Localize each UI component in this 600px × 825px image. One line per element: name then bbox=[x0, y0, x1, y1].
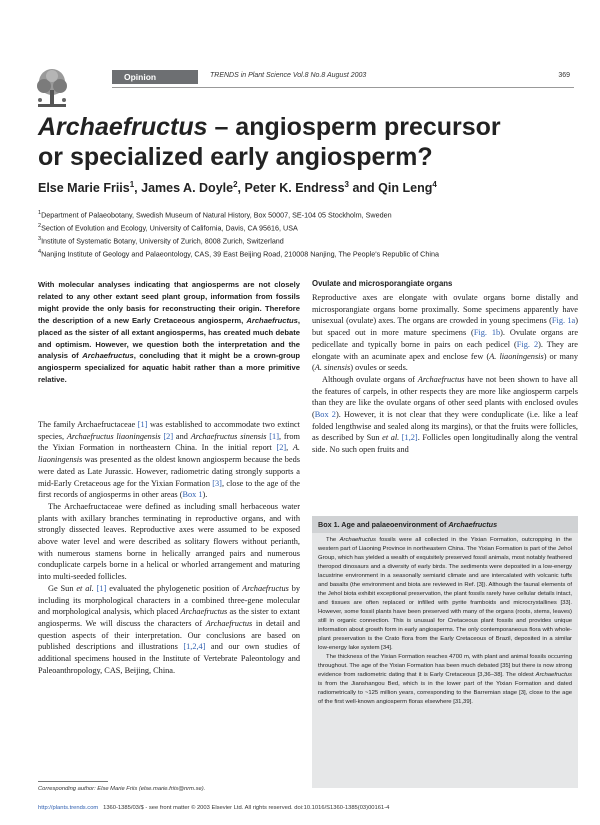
body-paragraph: The Archaefructaceae were defined as including small herbaceous water plants with axillary branches terminating in reproductive organs, and with strongly dissected leaves. Reproductive axes were assumed to be exposed above water level and were described as solitary flowers without perianth, with numerous stamens borne in helically arranged pairs and numerous conduplicate carpels borne in a helical or whorled arrangement and maturing into multi-seeded follicles. bbox=[38, 501, 300, 582]
citation-link[interactable]: [2] bbox=[276, 443, 287, 453]
text-run: . Follicles open longitudinally along the ventral side. No such open fruits and bbox=[312, 433, 578, 455]
citation-link[interactable]: [1] bbox=[269, 431, 279, 441]
author-affil-sup: 3 bbox=[344, 180, 349, 189]
species-name: Archaefructus bbox=[242, 583, 289, 593]
text-run: ). Ovulate organs are pedicellate and typically borne in pairs on each pedicel ( bbox=[312, 328, 579, 349]
italic-run: et al. bbox=[76, 583, 94, 593]
affiliation-item bbox=[38, 208, 578, 221]
citation-link[interactable]: [1,2] bbox=[401, 433, 418, 443]
author-name: Qin Leng bbox=[378, 181, 433, 196]
author-name: Peter K. Endress bbox=[244, 181, 345, 196]
header-divider bbox=[112, 87, 574, 88]
body-right-column bbox=[312, 292, 578, 456]
abstract-genus: Archaefructus bbox=[246, 315, 298, 325]
page-footer bbox=[38, 805, 578, 811]
article-title bbox=[38, 112, 578, 172]
author-affil-sup: 2 bbox=[233, 180, 238, 189]
abstract-text: , placed as the sister of all extant angiosperms, has created much debate and optimism. However, we question both the interpretation and the analysis of bbox=[38, 315, 300, 361]
species-name: A. sinensis bbox=[314, 363, 351, 373]
body-paragraph bbox=[312, 374, 578, 456]
box-link[interactable]: Box 1 bbox=[182, 490, 203, 500]
species-name: Archaefructus bbox=[417, 374, 465, 384]
text-run: was presented as the oldest known angiosperm because the beds were dated as Late Jurassic. However, radiometric dating strongly supports a mid-Early Cretaceous age for the Yixian Formation bbox=[38, 455, 300, 488]
affiliation-text: Section of Evolution and Ecology, University of California, Davis, CA 95616, USA bbox=[41, 223, 298, 233]
body-paragraph bbox=[38, 419, 300, 501]
affiliation-sup: 2 bbox=[38, 222, 42, 229]
text-run: ). They are elongate with an acuminate apex and enclose few ( bbox=[312, 339, 578, 361]
citation-link[interactable]: [2] bbox=[163, 431, 174, 441]
affiliation-sup: 3 bbox=[38, 235, 42, 242]
box-link[interactable]: Box 2 bbox=[314, 410, 336, 420]
species-name: Archaefructus bbox=[339, 537, 376, 543]
page-number: 369 bbox=[558, 72, 570, 79]
text-run: by including its morphological characters in a combined three-gene molecular and morphological analysis, which placed bbox=[38, 583, 301, 617]
text-run: ). However, it is not clear that they were conduplicate (i.e. like a leaf folded lengthwise and sealed along its margins), or that the fruits were follicles, as described by Sun bbox=[312, 410, 578, 443]
corresponding-author-note: Corresponding author: Else Marie Friis (else.marie.friis@nrm.se). bbox=[38, 786, 206, 792]
box-title-genus: Archaefructus bbox=[448, 520, 498, 529]
text-run: , from the Yixian Formation in northeastern China. In the initial report bbox=[38, 431, 300, 453]
box-paragraph bbox=[318, 536, 572, 653]
text-run: ). bbox=[202, 490, 208, 500]
italic-run: et al. bbox=[382, 433, 400, 443]
text-run: and our own studies of additional specimens housed in the Institute of Vertebrate Paleontology and Paleoanthropology, CAS, Beijing, China. bbox=[38, 642, 300, 675]
affiliation-item bbox=[38, 234, 578, 247]
citation-link[interactable]: [1] bbox=[96, 583, 107, 593]
text-run: as the sister to extant angiosperms. We will discuss the characters of bbox=[38, 607, 300, 628]
copyright-doi: 1360-1385/03/$ - see front matter © 2003 Elsevier Ltd. All rights reserved. doi:10.1016/S1360-1385(03)00161-4 bbox=[103, 805, 390, 811]
text-run: Although ovulate organs of bbox=[322, 374, 418, 384]
species-name: Archaefructus sinensis bbox=[190, 431, 267, 441]
text-run: The thickness of the Yixian Formation reaches 4700 m, with plant and animal fossils occurring throughout. The age of the Yixian Formation has been much debated [35] but there is now strong evidence from radiometric dating that it is Early Cretaceous [3,36–38]. The oldest bbox=[318, 654, 572, 678]
title-genus: Archaefructus bbox=[38, 113, 208, 141]
author-conj: and bbox=[352, 181, 379, 196]
citation-link[interactable]: [1] bbox=[137, 420, 148, 429]
figure-link[interactable]: Fig. 2 bbox=[516, 339, 539, 349]
elsevier-tree-logo-icon bbox=[30, 66, 74, 110]
author-name: James A. Doyle bbox=[141, 181, 234, 196]
text-run: The bbox=[326, 537, 340, 543]
text-run: Reproductive axes are elongate with ovulate organs borne distally and microsporangiate organs borne proximally. Some specimens apparently have unisexual (ovulate) axes. The organs are crowded in young specimens ( bbox=[312, 293, 578, 326]
box-paragraph bbox=[318, 653, 572, 707]
species-name: Archaefructus bbox=[535, 672, 572, 678]
affiliations bbox=[38, 208, 578, 260]
text-run: , bbox=[286, 443, 293, 453]
text-run: ) or many ( bbox=[312, 351, 578, 373]
box-body bbox=[312, 533, 578, 710]
text-run: Ge Sun bbox=[48, 583, 77, 593]
title-rest: – angiosperm precursor bbox=[207, 113, 501, 141]
text-run: fossils were all collected in the Yixian Formation, outcropping in the western part of Liaoning Province in northeastern China. The Yixian Formation is part of the Jehol Group, which has yielded a wealth of exquisitely preserved fossil animals, most notably feathered theropod dinosaurs and a diversity of early birds. The sediments were deposited in a low-energy lacustrine environment in a seasonally semiarid climate and are intercalated with volcanic tuffs and basalts (the environment and biota are reviewed in Ref. [3]). Although the faunal elements of the Jehol biota exhibit exceptional preservation, the plant fossils rarely have cellular details intact, and tissues are often replaced or infilled with pyrite framboids and microcrystallines [33]. However, some fossil plants have been preserved with many of the organs (roots, stems, leaves) still in organic connection. This is unusual for Cretaceous plant fossils and provides unique information about growth form in early angiosperms. The only contemporaneous flora with whole-plant preservation is the Crato flora from the Early Cretaceous of Brazil, deposited in a similar low-energy lake system [34]. bbox=[318, 537, 572, 651]
footnote-divider bbox=[38, 781, 108, 782]
figure-link[interactable]: Fig. 1b bbox=[473, 328, 501, 338]
text-run: have not been shown to have all the features of carpels, in other respects they are more like angiosperm carpels than they are like the ovulate organs of other seed plants with enclosed ovules ( bbox=[312, 374, 578, 420]
text-run: ) ovules or seeds. bbox=[350, 363, 408, 373]
affiliation-text: Institute of Systematic Botany, University of Zurich, 8008 Zurich, Switzerland bbox=[41, 236, 284, 246]
author-list: Else Marie Friis$^1$, James A. Doyle$^2$, Peter K. Endress$^3$ and Qin Leng$^4$ bbox=[38, 180, 437, 196]
text-run: in detail and question aspects of their interpretation. Our conclusions are based on published descriptions and illustrations bbox=[38, 618, 300, 652]
info-box-1 bbox=[312, 516, 578, 788]
abstract-text: With molecular analyses indicating that angiosperms are not closely related to any other extant seed plant group, information from fossils might provide the only basis for reconstructing their origin. Therefore the description of a new Early Cretaceous angiosperm, bbox=[38, 280, 300, 325]
text-run: , close to the age of the first records of angiosperms in other areas ( bbox=[38, 478, 300, 500]
affiliation-text: Nanjing Institute of Geology and Palaeontology, CAS, 39 East Beijing Road, 210008 Nanjing, The People's Republic of China bbox=[41, 249, 439, 259]
abstract-text: , concluding that it might be a crown-group angiosperm specialized for aquatic habit rather than a more primitive relative. bbox=[38, 351, 300, 385]
affiliation-sup: 1 bbox=[38, 210, 42, 216]
box-title-text: Box 1. Age and palaeoenvironment of bbox=[318, 520, 449, 529]
body-paragraph bbox=[312, 292, 578, 374]
affiliation-sup: 4 bbox=[38, 248, 42, 255]
text-run: is from the Jianshangou Bed, which is in the lower part of the Yixian Formation and dated radiometrically to ~125 million years, corresponding to the Barremian stage [3], close to the age of the first well-known angiosperm floras elsewhere [31,39]. bbox=[318, 681, 572, 705]
journal-url-link[interactable]: http://plants.trends.com bbox=[38, 805, 99, 811]
section-heading: Ovulate and microsporangiate organs bbox=[312, 279, 453, 288]
species-name: A. liaoningensis bbox=[489, 351, 544, 361]
abstract bbox=[38, 279, 300, 386]
author-affil-sup: 1 bbox=[129, 180, 135, 189]
title-line2: or specialized early angiosperm? bbox=[38, 143, 433, 171]
text-run: evaluated the phylogenetic position of bbox=[106, 583, 243, 593]
body-paragraph bbox=[38, 583, 300, 677]
text-run: was established to accommodate two extinct species, bbox=[38, 420, 300, 441]
text-run: The family Archaefructaceae bbox=[38, 420, 138, 429]
text-run: and bbox=[173, 431, 191, 441]
author-affil-sup: 4 bbox=[432, 180, 437, 189]
body-left-column bbox=[38, 419, 300, 676]
citation-link[interactable]: [1,2,4] bbox=[183, 642, 206, 652]
species-name: A. liaoningensis bbox=[38, 443, 300, 465]
box-title bbox=[312, 516, 578, 533]
citation-link[interactable]: [3] bbox=[212, 478, 222, 488]
species-name: Archaefructus bbox=[205, 618, 253, 628]
running-header bbox=[112, 70, 574, 84]
figure-link[interactable]: Fig. 1a bbox=[551, 316, 576, 326]
affiliation-item bbox=[38, 221, 578, 234]
affiliation-text: Department of Palaeobotany, Swedish Museum of Natural History, Box 50007, SE-104 05 Stockholm, Sweden bbox=[41, 210, 392, 220]
journal-citation: TRENDS in Plant Science Vol.8 No.8 August 2003 bbox=[210, 72, 367, 79]
affiliation-item bbox=[38, 247, 578, 260]
text-run: ) but spaced out in more mature specimens ( bbox=[312, 316, 578, 338]
species-name: Archaefructus bbox=[180, 607, 228, 617]
abstract-genus: Archaefructus bbox=[82, 351, 134, 361]
section-tag: Opinion bbox=[112, 70, 198, 84]
species-name: Archaefructus liaoningensis bbox=[66, 431, 161, 441]
author-name: Else Marie Friis bbox=[38, 181, 130, 196]
